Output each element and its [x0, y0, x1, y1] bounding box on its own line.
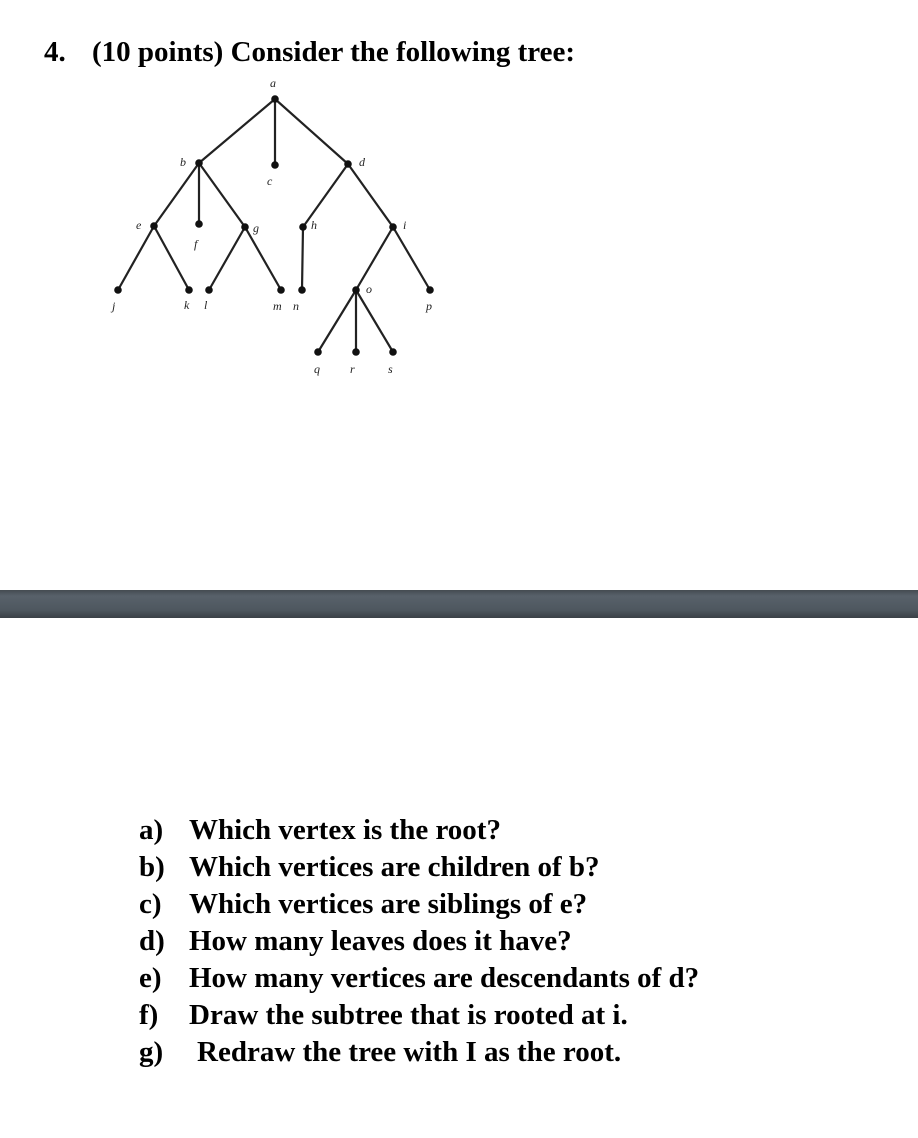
section-divider — [0, 590, 918, 618]
question-marker: f) — [139, 999, 159, 1031]
tree-edge-o-q — [318, 290, 356, 352]
tree-vertex-label-h: h — [311, 218, 317, 232]
tree-edge-g-l — [209, 227, 245, 290]
question-marker: b) — [139, 851, 165, 883]
tree-vertex-label-l: l — [204, 298, 208, 312]
tree-edge-i-o — [356, 227, 393, 290]
tree-vertex-label-q: q — [314, 362, 320, 376]
tree-edge-d-i — [348, 164, 393, 227]
tree-vertex-a — [271, 95, 279, 103]
question-marker: d) — [139, 925, 165, 957]
tree-vertex-label-r: r — [350, 362, 355, 376]
question-item-a — [139, 812, 699, 849]
tree-vertex-e — [150, 222, 158, 230]
question-text: Which vertices are siblings of e? — [189, 888, 588, 920]
tree-vertex-s — [389, 348, 397, 356]
tree-vertex-j — [114, 286, 122, 294]
question-text: Which vertex is the root? — [189, 814, 501, 846]
tree-vertex-n — [298, 286, 306, 294]
question-text: Draw the subtree that is rooted at i. — [189, 999, 628, 1031]
tree-edge-a-b — [199, 99, 275, 163]
tree-vertex-label-s: s — [388, 362, 393, 376]
tree-vertex-r — [352, 348, 360, 356]
tree-vertex-label-o: o — [366, 282, 372, 296]
tree-vertex-b — [195, 159, 203, 167]
question-number: 4. — [44, 36, 66, 68]
question-title: (10 points) Consider the following tree: — [92, 36, 576, 68]
tree-edge-b-e — [154, 163, 199, 226]
question-marker: a) — [139, 814, 164, 846]
tree-edge-d-h — [303, 164, 348, 227]
tree-vertex-q — [314, 348, 322, 356]
tree-vertex-m — [277, 286, 285, 294]
question-item-e — [139, 960, 699, 997]
tree-vertex-o — [352, 286, 360, 294]
question-text: How many leaves does it have? — [189, 925, 572, 957]
tree-vertex-label-k: k — [184, 298, 190, 312]
tree-vertex-label-c: c — [267, 174, 273, 188]
tree-edge-a-d — [275, 99, 348, 164]
tree-edge-e-k — [154, 226, 189, 290]
tree-edge-g-m — [245, 227, 281, 290]
question-text: Redraw the tree with I as the root. — [197, 1036, 622, 1068]
tree-vertex-label-n: n — [293, 299, 299, 313]
tree-vertex-h — [299, 223, 307, 231]
tree-vertex-g — [241, 223, 249, 231]
tree-vertex-label-m: m — [273, 299, 282, 313]
tree-vertex-label-e: e — [136, 218, 142, 232]
tree-vertex-label-a: a — [270, 76, 276, 90]
tree-vertex-p — [426, 286, 434, 294]
tree-vertex-l — [205, 286, 213, 294]
question-marker: c) — [139, 888, 162, 920]
question-list — [139, 812, 699, 1071]
question-marker: g) — [139, 1036, 164, 1068]
tree-vertex-label-b: b — [180, 155, 186, 169]
tree-vertex-label-d: d — [359, 155, 365, 169]
tree-vertex-f — [195, 220, 203, 228]
tree-vertex-label-f: f — [194, 237, 198, 251]
tree-edge-i-p — [393, 227, 430, 290]
question-item-b — [139, 849, 699, 886]
question-text: How many vertices are descendants of d? — [189, 962, 700, 994]
question-item-g — [139, 1034, 699, 1071]
tree-edge-e-j — [118, 226, 154, 290]
tree-vertex-label-p: p — [426, 299, 432, 313]
question-text: Which vertices are children of b? — [189, 851, 600, 883]
tree-edge-h-n — [302, 227, 303, 290]
question-item-f — [139, 997, 699, 1034]
question-marker: e) — [139, 962, 162, 994]
tree-vertex-k — [185, 286, 193, 294]
tree-vertex-d — [344, 160, 352, 168]
tree-diagram — [0, 0, 918, 400]
tree-vertex-c — [271, 161, 279, 169]
tree-vertex-label-j: j — [112, 299, 116, 313]
tree-edge-b-g — [199, 163, 245, 227]
tree-vertex-label-g: g — [253, 221, 259, 235]
tree-edge-o-s — [356, 290, 393, 352]
question-item-c — [139, 886, 699, 923]
tree-vertex-i — [389, 223, 397, 231]
tree-vertex-label-i: i — [403, 218, 407, 232]
question-item-d — [139, 923, 699, 960]
